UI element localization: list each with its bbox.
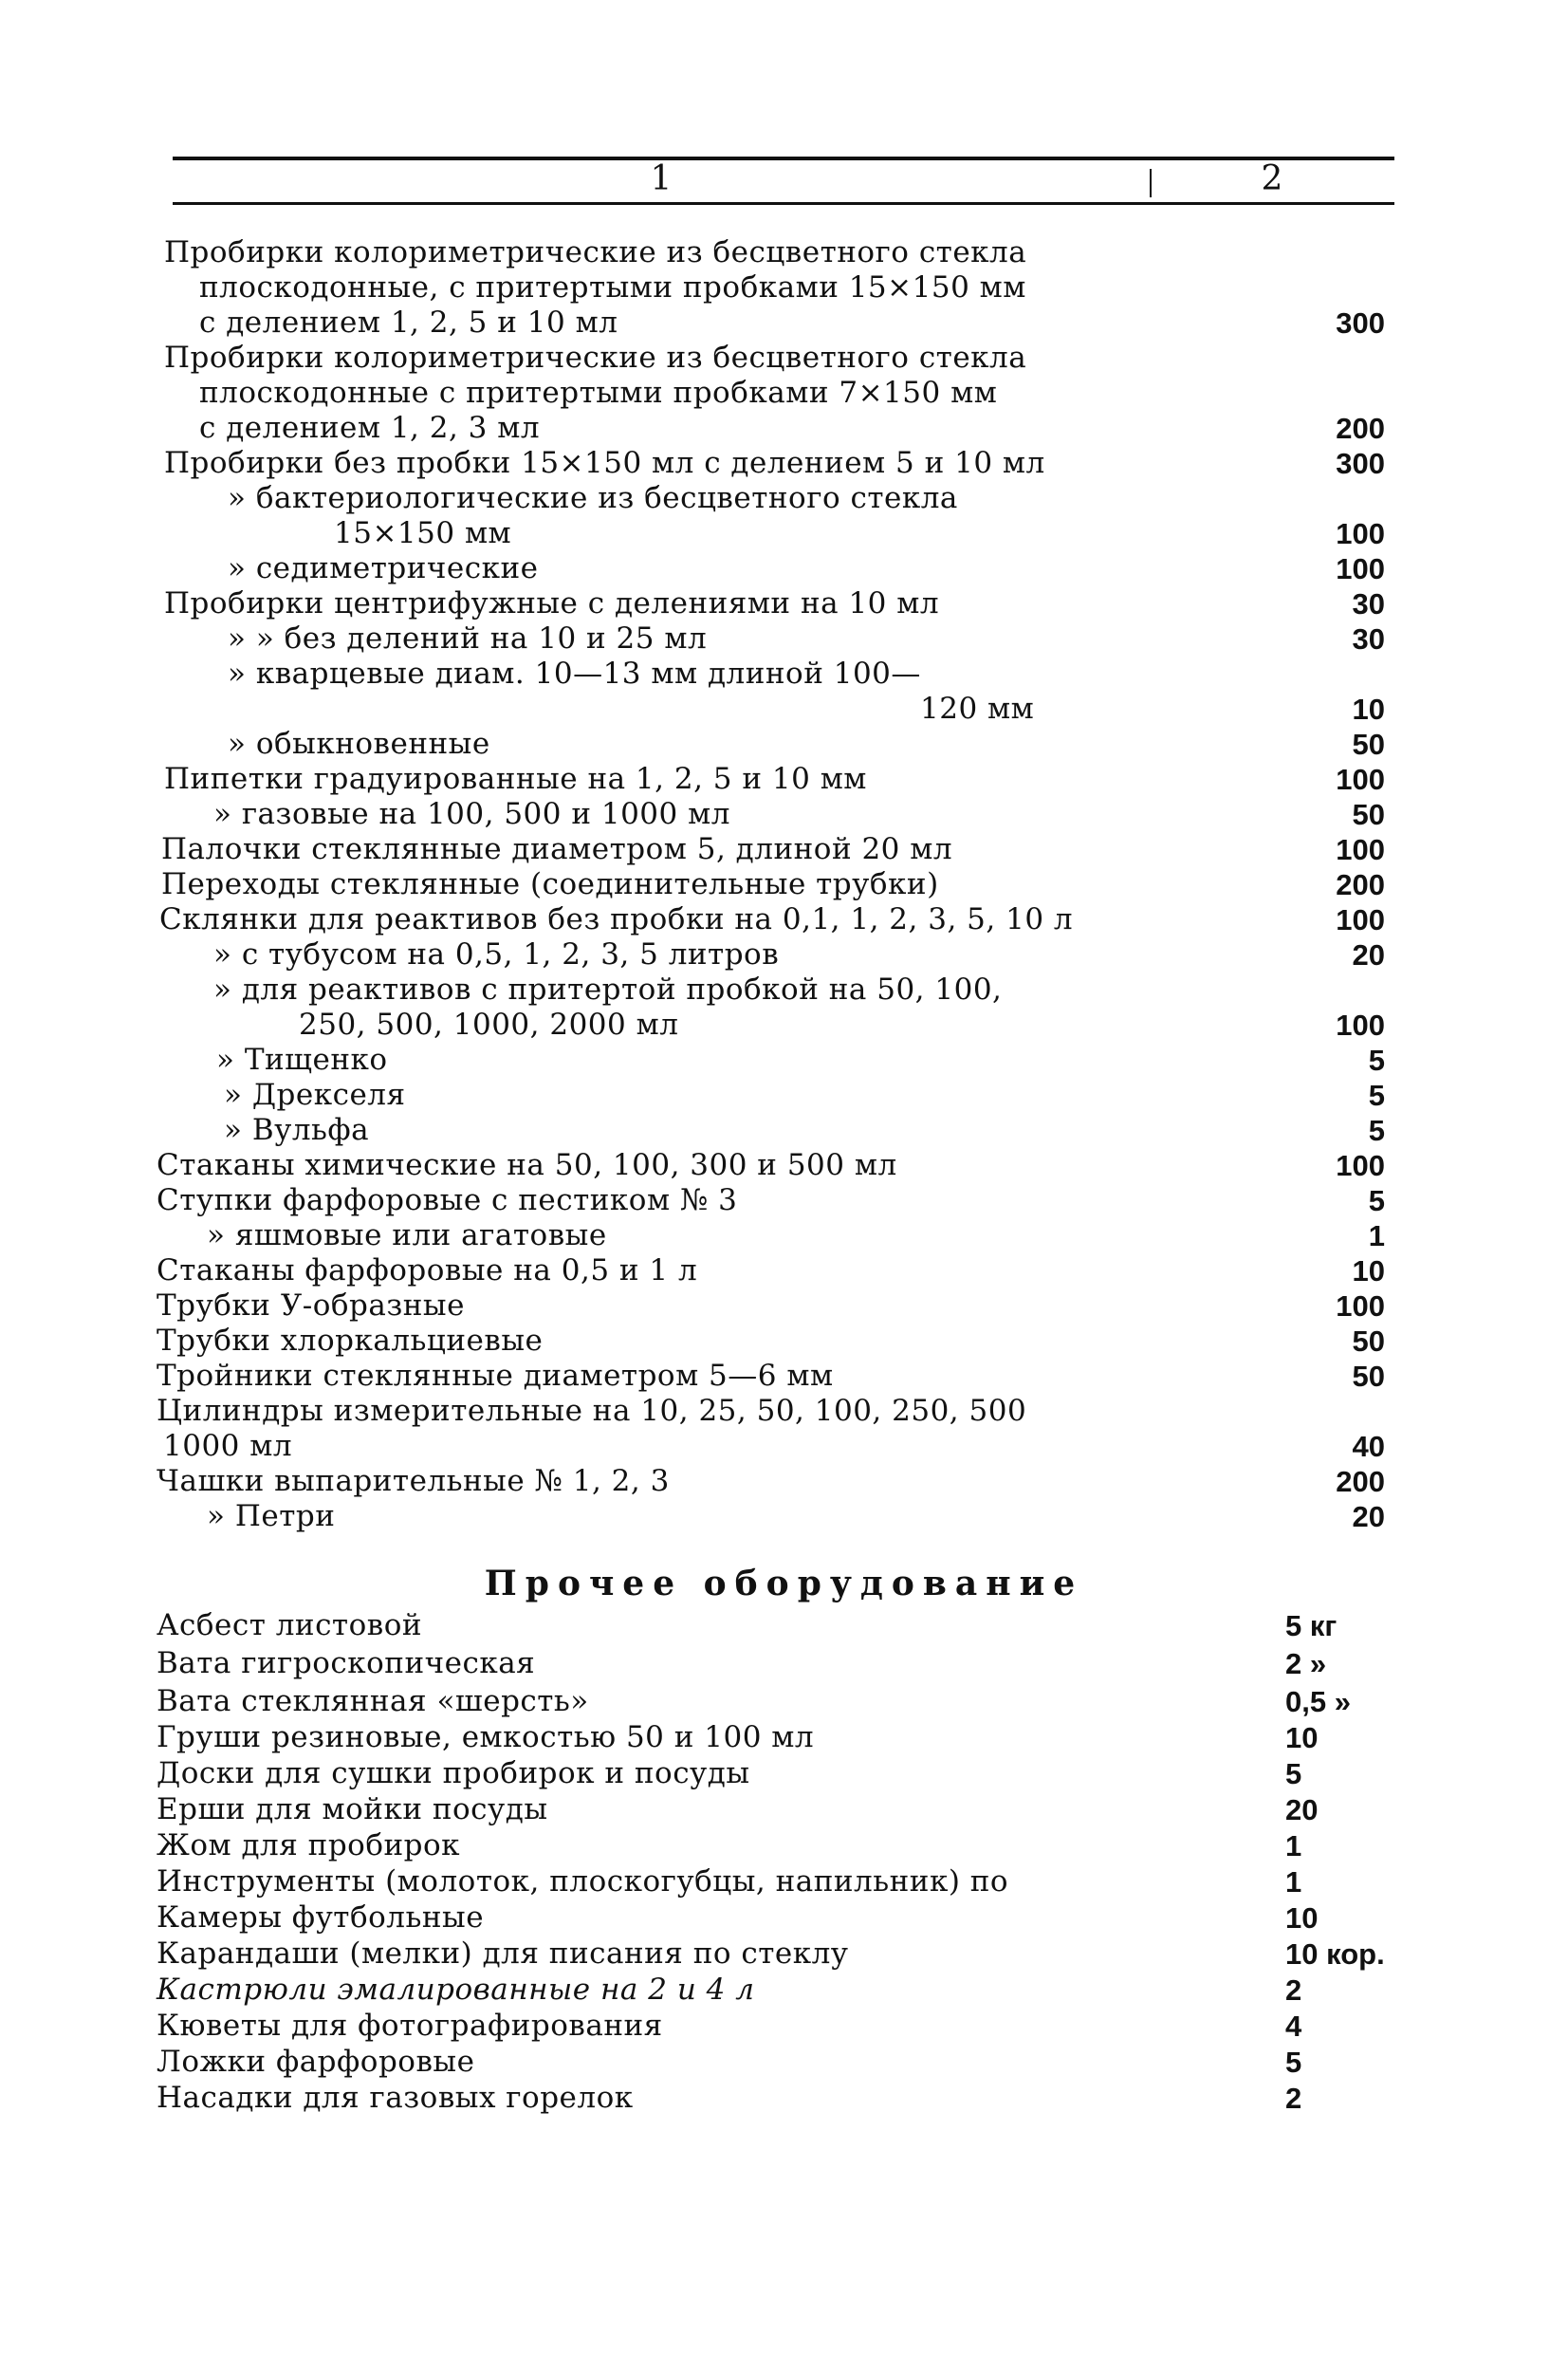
- row-label: Стаканы химические на 50, 100, 300 и 500 мл: [157, 1148, 897, 1182]
- row-label: Асбест листовой: [157, 1608, 423, 1642]
- table-row: [0, 1464, 1568, 1499]
- row-quantity: 1: [1285, 1865, 1302, 1899]
- row-label: Вата стеклянная «шерсть»: [157, 1684, 589, 1718]
- row-label: » для реактивов с притертой пробкой на 50, 100,: [213, 973, 1003, 1007]
- row-label: » газовые на 100, 500 и 1000 мл: [213, 797, 730, 831]
- table-row: [0, 1043, 1568, 1078]
- column-header-1: 1: [650, 159, 673, 198]
- section-title: Прочее оборудование: [484, 1564, 1084, 1603]
- table-row: [0, 1608, 1568, 1643]
- row-quantity: 10: [1285, 1721, 1319, 1754]
- table-row: [0, 727, 1568, 762]
- row-label: » с тубусом на 0,5, 1, 2, 3, 5 литров: [213, 937, 780, 972]
- table-row: [0, 1078, 1568, 1113]
- table-row: [0, 516, 1568, 551]
- row-quantity: 50: [1352, 728, 1385, 761]
- row-label: » Вульфа: [224, 1113, 370, 1147]
- table-row: [0, 973, 1568, 1008]
- row-quantity: 100: [1336, 903, 1385, 936]
- table-row: [0, 832, 1568, 867]
- row-label: с делением 1, 2, 5 и 10 мл: [199, 306, 618, 340]
- row-label: Переходы стеклянные (соединительные трубки): [161, 867, 939, 901]
- row-label: Карандаши (мелки) для писания по стеклу: [157, 1936, 849, 1971]
- table-row: [0, 1183, 1568, 1218]
- row-quantity: 100: [1336, 1149, 1385, 1182]
- row-label: Ложки фарфоровые: [157, 2045, 475, 2079]
- row-quantity: 2 »: [1285, 1647, 1327, 1680]
- row-label: Вата гигроскопическая: [157, 1646, 536, 1680]
- row-label: Пробирки центрифужные с делениями на 10 мл: [164, 586, 940, 621]
- row-label: » Тищенко: [216, 1043, 388, 1077]
- column-header-2: 2: [1261, 159, 1283, 198]
- table-row: [0, 1792, 1568, 1827]
- row-quantity: 1: [1368, 1219, 1385, 1252]
- table-row: [0, 376, 1568, 411]
- row-label: Цилиндры измерительные на 10, 25, 50, 100, 250, 500: [157, 1394, 1027, 1428]
- row-label: Пробирки колориметрические из бесцветного стекла: [164, 235, 1027, 269]
- table-row: [0, 1113, 1568, 1148]
- table-row: [0, 1646, 1568, 1681]
- table-row: [0, 1148, 1568, 1183]
- row-quantity: 5 кг: [1285, 1609, 1337, 1642]
- row-label: » обыкновенные: [228, 727, 490, 761]
- row-label: Пробирки колориметрические из бесцветного стекла: [164, 341, 1027, 375]
- row-label: Кюветы для фотографирования: [157, 2009, 663, 2043]
- table-row: [0, 1008, 1568, 1043]
- row-quantity: 300: [1336, 306, 1385, 340]
- table-row: [0, 2009, 1568, 2044]
- row-label: Трубки хлоркальциевые: [157, 1324, 544, 1358]
- table-row: [0, 235, 1568, 270]
- table-header-rule: [173, 202, 1394, 205]
- row-quantity: 2: [1285, 1973, 1302, 2007]
- row-quantity: 200: [1336, 412, 1385, 445]
- row-quantity: 5: [1285, 2046, 1302, 2079]
- row-quantity: 0,5 »: [1285, 1685, 1351, 1718]
- row-label: Доски для сушки пробирок и посуды: [157, 1756, 750, 1790]
- row-label: Жом для пробирок: [157, 1828, 461, 1862]
- row-quantity: 100: [1336, 763, 1385, 796]
- table-row: [0, 2045, 1568, 2080]
- table-row: [0, 1394, 1568, 1429]
- row-label: » Петри: [207, 1499, 336, 1533]
- row-quantity: 50: [1352, 798, 1385, 831]
- row-label: 1000 мл: [163, 1429, 293, 1463]
- row-quantity: 100: [1336, 552, 1385, 585]
- table-row: [0, 1864, 1568, 1899]
- row-label: Ступки фарфоровые с пестиком № 3: [157, 1183, 738, 1217]
- row-label: Камеры футбольные: [157, 1900, 485, 1935]
- row-quantity: 10 кор.: [1285, 1937, 1385, 1971]
- row-quantity: 20: [1352, 938, 1385, 972]
- table-row: [0, 411, 1568, 446]
- row-quantity: 100: [1336, 1009, 1385, 1042]
- row-quantity: 1: [1285, 1829, 1302, 1862]
- row-quantity: 100: [1336, 517, 1385, 550]
- row-quantity: 10: [1285, 1901, 1319, 1935]
- row-quantity: 100: [1336, 1289, 1385, 1323]
- table-row: [0, 270, 1568, 306]
- row-label: » кварцевые диам. 10—13 мм длиной 100—: [228, 657, 921, 691]
- row-label: Пипетки градуированные на 1, 2, 5 и 10 мм: [164, 762, 867, 796]
- row-label: » яшмовые или агатовые: [207, 1218, 607, 1252]
- row-label: Палочки стеклянные диаметром 5, длиной 20 мл: [161, 832, 953, 866]
- table-row: [0, 1900, 1568, 1936]
- table-row: [0, 1973, 1568, 2008]
- row-quantity: 10: [1352, 693, 1385, 726]
- row-quantity: 5: [1285, 1757, 1302, 1790]
- table-row: [0, 1720, 1568, 1755]
- table-row: [0, 551, 1568, 586]
- row-quantity: 20: [1352, 1500, 1385, 1533]
- table-row: [0, 1684, 1568, 1719]
- row-quantity: 50: [1352, 1325, 1385, 1358]
- table-row: [0, 1756, 1568, 1791]
- row-quantity: 5: [1368, 1114, 1385, 1147]
- row-quantity: 5: [1368, 1079, 1385, 1112]
- row-quantity: 2: [1285, 2082, 1302, 2115]
- table-row: [0, 2081, 1568, 2116]
- row-label: Трубки У-образные: [157, 1288, 465, 1323]
- row-quantity: 100: [1336, 833, 1385, 866]
- row-quantity: 200: [1336, 1465, 1385, 1498]
- row-label: с делением 1, 2, 3 мл: [199, 411, 541, 445]
- table-row: [0, 1828, 1568, 1863]
- row-label: 120 мм: [920, 692, 1035, 726]
- row-label: плоскодонные, с притертыми пробками 15×150 мм: [199, 270, 1026, 305]
- row-label: 15×150 мм: [334, 516, 512, 550]
- row-label: Пробирки без пробки 15×150 мл с делением 5 и 10 мл: [164, 446, 1045, 480]
- row-quantity: 20: [1285, 1793, 1319, 1826]
- row-quantity: 10: [1352, 1254, 1385, 1288]
- table-row: [0, 1936, 1568, 1972]
- row-quantity: 40: [1352, 1430, 1385, 1463]
- table-row: [0, 1324, 1568, 1359]
- row-label: Склянки для реактивов без пробки на 0,1, 1, 2, 3, 5, 10 л: [159, 902, 1074, 936]
- row-label: Ерши для мойки посуды: [157, 1792, 548, 1826]
- table-row: [0, 797, 1568, 832]
- table-row: [0, 867, 1568, 902]
- row-label: » бактериологические из бесцветного стекла: [228, 481, 958, 515]
- row-label: 250, 500, 1000, 2000 мл: [299, 1008, 679, 1042]
- row-quantity: 4: [1285, 2010, 1302, 2043]
- row-label: Тройники стеклянные диаметром 5—6 мм: [157, 1359, 834, 1393]
- table-row: [0, 341, 1568, 376]
- row-quantity: 50: [1352, 1360, 1385, 1393]
- row-label: Чашки выпарительные № 1, 2, 3: [157, 1464, 670, 1498]
- table-row: [0, 762, 1568, 797]
- row-quantity: 30: [1352, 622, 1385, 656]
- row-label: » Дрекселя: [224, 1078, 406, 1112]
- row-label: Насадки для газовых горелок: [157, 2081, 634, 2115]
- table-row: [0, 1499, 1568, 1534]
- row-quantity: 300: [1336, 447, 1385, 480]
- table-row: [0, 902, 1568, 937]
- row-label: плоскодонные с притертыми пробками 7×150 мм: [199, 376, 998, 410]
- table-row: [0, 306, 1568, 341]
- table-row: [0, 937, 1568, 973]
- table-row: [0, 1288, 1568, 1324]
- table-row: [0, 1429, 1568, 1464]
- table-row: [0, 1218, 1568, 1253]
- row-label: » » без делений на 10 и 25 мл: [228, 621, 708, 656]
- row-label: » седиметрические: [228, 551, 539, 585]
- row-label: Кастрюли эмалированные на 2 и 4 л: [157, 1973, 755, 2007]
- table-row: [0, 586, 1568, 621]
- row-label: Инструменты (молоток, плоскогубцы, напильник) по: [157, 1864, 1009, 1899]
- table-row: [0, 481, 1568, 516]
- row-quantity: 30: [1352, 587, 1385, 621]
- row-quantity: 200: [1336, 868, 1385, 901]
- table-row: [0, 446, 1568, 481]
- table-row: [0, 1253, 1568, 1288]
- table-row: [0, 621, 1568, 657]
- row-quantity: 5: [1368, 1184, 1385, 1217]
- table-row: [0, 657, 1568, 692]
- row-label: Стаканы фарфоровые на 0,5 и 1 л: [157, 1253, 698, 1288]
- row-quantity: 5: [1368, 1044, 1385, 1077]
- table-row: [0, 692, 1568, 727]
- row-label: Груши резиновые, емкостью 50 и 100 мл: [157, 1720, 815, 1754]
- table-row: [0, 1359, 1568, 1394]
